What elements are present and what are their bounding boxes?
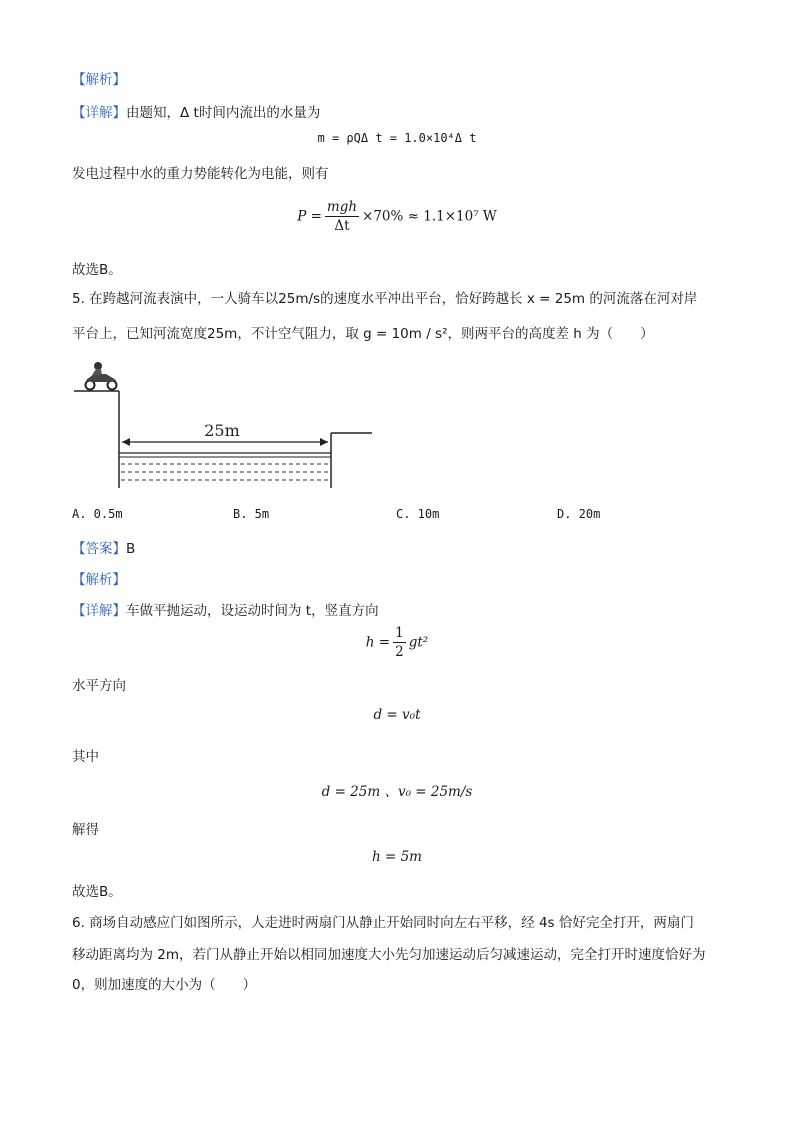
power-denominator: Δt xyxy=(334,218,350,234)
energy-text: 发电过程中水的重力势能转化为电能，则有 xyxy=(72,166,329,182)
solve-label: 解得 xyxy=(72,822,99,838)
power-rhs: ×70% ≈ 1.1×10⁷ W xyxy=(362,208,497,225)
detail-tag: 【详解】 xyxy=(72,105,126,121)
f1-fraction xyxy=(393,625,406,660)
where-label: 其中 xyxy=(72,749,99,765)
formula-values: d = 25m 、v₀ = 25m/s xyxy=(321,784,473,800)
choose-answer: 故选B。 xyxy=(72,262,122,278)
q5-choose: 故选B。 xyxy=(72,884,122,900)
horizontal-label: 水平方向 xyxy=(72,678,126,694)
water-dashes xyxy=(121,464,329,480)
q5-detail-tag: 【详解】 xyxy=(72,603,126,619)
f1-rhs: gt² xyxy=(408,634,429,651)
detail-line xyxy=(72,101,320,121)
formula-h-result: h = 5m xyxy=(372,849,422,865)
power-lhs: P = xyxy=(297,208,322,225)
option-d: D. 20m xyxy=(557,507,601,521)
power-numerator: mgh xyxy=(326,199,358,215)
formula-mass: m = ρQΔ t = 1.0×10⁴Δ t xyxy=(317,131,477,145)
river-figure xyxy=(72,358,382,490)
option-c: C. 10m xyxy=(396,507,440,521)
detail-text: 由题知，Δ t时间内流出的水量为 xyxy=(126,105,321,121)
q5-detail-line xyxy=(72,599,379,619)
q5-stem-line1: 5. 在跨越河流表演中，一人骑车以25m/s的速度水平冲出平台，恰好跨越长 x = 25m 的河流落在河对岸 xyxy=(72,291,698,307)
f1-denominator: 2 xyxy=(395,644,404,660)
formula-h-gt xyxy=(0,625,794,660)
answer-value: B xyxy=(126,541,136,557)
analysis-tag: 【解析】 xyxy=(72,72,126,88)
answer-tag: 【答案】 xyxy=(72,541,126,557)
option-a: A. 0.5m xyxy=(72,507,123,521)
formula-power xyxy=(0,199,794,234)
q5-detail-text: 车做平抛运动，设运动时间为 t，竖直方向 xyxy=(126,603,379,619)
f1-numerator: 1 xyxy=(395,625,404,641)
power-fraction xyxy=(325,199,359,234)
q5-answer-line xyxy=(72,537,135,557)
q5-stem-line2: 平台上，已知河流宽度25m，不计空气阻力，取 g = 10m / s²，则两平台的高度差 h 为（ ） xyxy=(72,326,654,342)
motorcycle-icon xyxy=(86,362,117,390)
formula-d-vt: d = v₀t xyxy=(373,707,421,723)
q6-stem-line3: 0，则加速度的大小为（ ） xyxy=(72,977,257,993)
q5-analysis-tag: 【解析】 xyxy=(72,572,126,588)
q6-stem-line1: 6. 商场自动感应门如图所示，人走进时两扇门从静止开始同时向左右平移，经 4s 恰好完全打开，两扇门 xyxy=(72,915,694,931)
f1-lhs: h = xyxy=(365,634,391,651)
option-b: B. 5m xyxy=(233,507,270,521)
width-label: 25m xyxy=(204,421,240,440)
q6-stem-line2: 移动距离均为 2m，若门从静止开始以相同加速度大小先匀加速运动后匀减速运动，完全打开时速度恰好为 xyxy=(72,947,706,963)
